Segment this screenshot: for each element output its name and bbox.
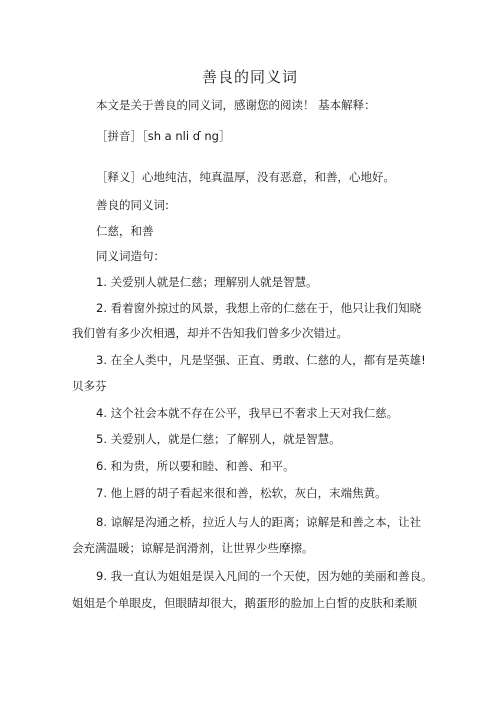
example-sentence-continued: 姐姐是个单眼皮，但眼睛却很大，鹅蛋形的脸加上白皙的皮肤和柔顺 xyxy=(72,596,417,610)
section-heading-examples: 同义词造句： xyxy=(96,249,165,263)
definition-line: ［释义］心地纯洁，纯真温厚，没有恶意，和善，心地好。 xyxy=(96,170,395,184)
section-heading-synonyms: 善良的同义词: xyxy=(96,198,169,212)
example-sentence: 8. 谅解是沟通之桥，拉近人与人的距离；谅解是和善之本，让社 xyxy=(96,515,422,529)
example-sentence-continued: 贝多芬 xyxy=(72,379,107,393)
example-sentence-continued: 我们曾有多少次相遇，却并不告知我们曾多少次错过。 xyxy=(72,326,348,340)
synonym-list: 仁慈，和善 xyxy=(96,224,154,238)
example-sentence-continued: 会充满温暖；谅解是润滑剂，让世界少些摩擦。 xyxy=(72,541,314,555)
example-sentence: 2. 看着窗外掠过的风景，我想上帝的仁慈在于，他只让我们知晓 xyxy=(96,301,422,315)
example-sentence: 7. 他上唇的胡子看起来很和善，松软，灰白，末端焦黄。 xyxy=(96,486,387,500)
example-sentence: 1. 关爱别人就是仁慈；理解别人就是智慧。 xyxy=(96,275,318,289)
example-sentence: 3. 在全人类中，凡是坚强、正直、勇敢、仁慈的人，都有是英雄! xyxy=(96,353,426,367)
pinyin-line: ［拼音］［sh a nli ɗ ng］ xyxy=(96,129,231,143)
document-title: 善良的同义词 xyxy=(201,68,298,86)
example-sentence: 9. 我一直认为姐姐是误入凡间的一个天使，因为她的美丽和善良。 xyxy=(96,569,433,583)
intro-line: 本文是关于善良的同义词，感谢您的阅读！ 基本解释： xyxy=(96,98,376,112)
example-sentence: 5. 关爱别人，就是仁慈；了解别人，就是智慧。 xyxy=(96,432,341,446)
example-sentence: 6. 和为贵，所以要和睦、和善、和平。 xyxy=(96,459,295,473)
example-sentence: 4. 这个社会本就不存在公平，我早已不奢求上天对我仁慈。 xyxy=(96,406,399,420)
